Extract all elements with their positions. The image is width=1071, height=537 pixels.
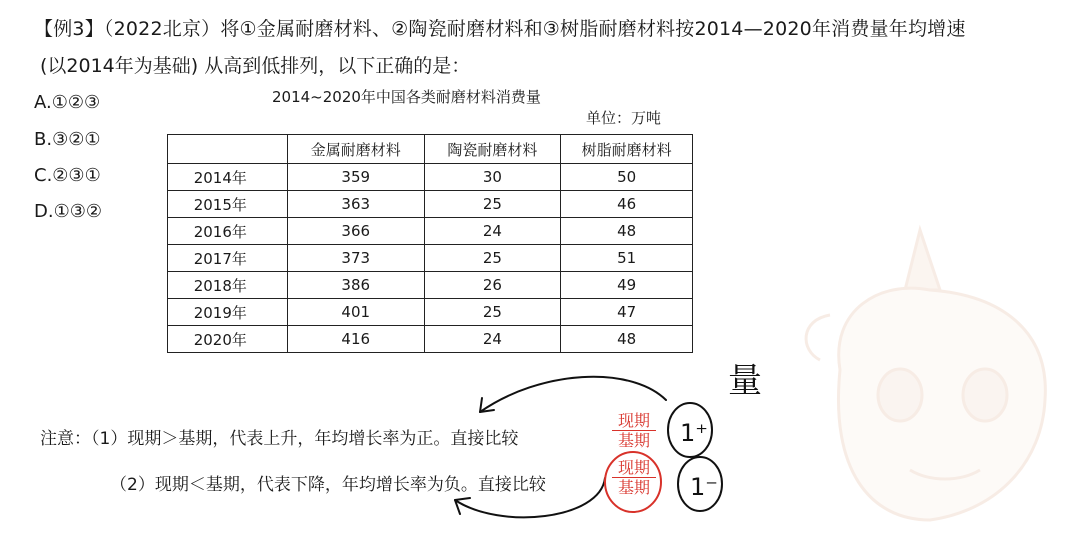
table-cell: 2017年 [168, 245, 288, 272]
note-line-1: 注意：（1）现期＞基期，代表上升，年均增长率为正。直接比较 [40, 429, 519, 449]
table-title: 2014~2020年中国各类耐磨材料消费量 [272, 88, 541, 106]
handwritten-plus: 1⁺ [680, 419, 708, 447]
table-header-cell: 金属耐磨材料 [287, 135, 424, 164]
option-d[interactable]: D.①③② [34, 201, 102, 222]
table-row [168, 218, 693, 245]
table-unit: 单位：万吨 [586, 109, 662, 127]
table-cell: 48 [561, 218, 693, 245]
table-cell: 26 [424, 272, 561, 299]
arrow-head-upper [480, 398, 494, 412]
fraction-numerator: 现期 [617, 458, 650, 477]
table-cell: 2019年 [168, 299, 288, 326]
table-cell: 47 [561, 299, 693, 326]
circle-plus [668, 403, 712, 457]
table-cell: 51 [561, 245, 693, 272]
table-row [168, 272, 693, 299]
table-row [168, 326, 693, 353]
table-cell: 30 [424, 164, 561, 191]
option-a[interactable]: A.①②③ [34, 92, 101, 113]
consumption-table [167, 134, 693, 353]
table-cell: 373 [287, 245, 424, 272]
table-cell: 24 [424, 326, 561, 353]
unicorn-watermark-icon [800, 220, 1071, 537]
table-cell: 2020年 [168, 326, 288, 353]
table-cell: 401 [287, 299, 424, 326]
table-cell: 2014年 [168, 164, 288, 191]
fraction-numerator: 现期 [617, 411, 650, 430]
option-b[interactable]: B.③②① [34, 129, 101, 150]
table-cell: 49 [561, 272, 693, 299]
table-header-cell: 陶瓷耐磨材料 [424, 135, 561, 164]
table-header-row [168, 135, 693, 164]
table-cell: 359 [287, 164, 424, 191]
note-line-2: （2）现期＜基期，代表下降，年均增长率为负。直接比较 [110, 475, 546, 495]
table-header-cell [168, 135, 288, 164]
circle-minus [678, 457, 722, 511]
table-cell: 25 [424, 245, 561, 272]
table-cell: 46 [561, 191, 693, 218]
table-cell: 2015年 [168, 191, 288, 218]
option-c[interactable]: C.②③① [34, 165, 101, 186]
handwritten-minus: 1⁻ [690, 473, 718, 501]
curved-arrow-upper [480, 377, 666, 412]
table-cell: 24 [424, 218, 561, 245]
arrow-head-lower [455, 498, 470, 514]
table-cell: 50 [561, 164, 693, 191]
question-line-1: 【例3】（2022北京）将①金属耐磨材料、②陶瓷耐磨材料和③树脂耐磨材料按2014—2020年消费量年均增速 [34, 18, 966, 40]
table-cell: 386 [287, 272, 424, 299]
table-cell: 2016年 [168, 218, 288, 245]
table-cell: 25 [424, 191, 561, 218]
table-cell: 366 [287, 218, 424, 245]
table-row [168, 164, 693, 191]
question-line-2: (以2014年为基础) 从高到低排列，以下正确的是： [40, 55, 471, 77]
fraction-denominator: 基期 [612, 477, 656, 497]
table-header-cell: 树脂耐磨材料 [561, 135, 693, 164]
table-row [168, 191, 693, 218]
table-cell: 48 [561, 326, 693, 353]
handwritten-word: 量 [728, 361, 762, 401]
table-cell: 25 [424, 299, 561, 326]
fraction-2 [612, 458, 656, 497]
table-cell: 2018年 [168, 272, 288, 299]
table-cell: 416 [287, 326, 424, 353]
fraction-1 [612, 411, 656, 450]
fraction-denominator: 基期 [612, 430, 656, 450]
table-row [168, 299, 693, 326]
table-cell: 363 [287, 191, 424, 218]
table-row [168, 245, 693, 272]
